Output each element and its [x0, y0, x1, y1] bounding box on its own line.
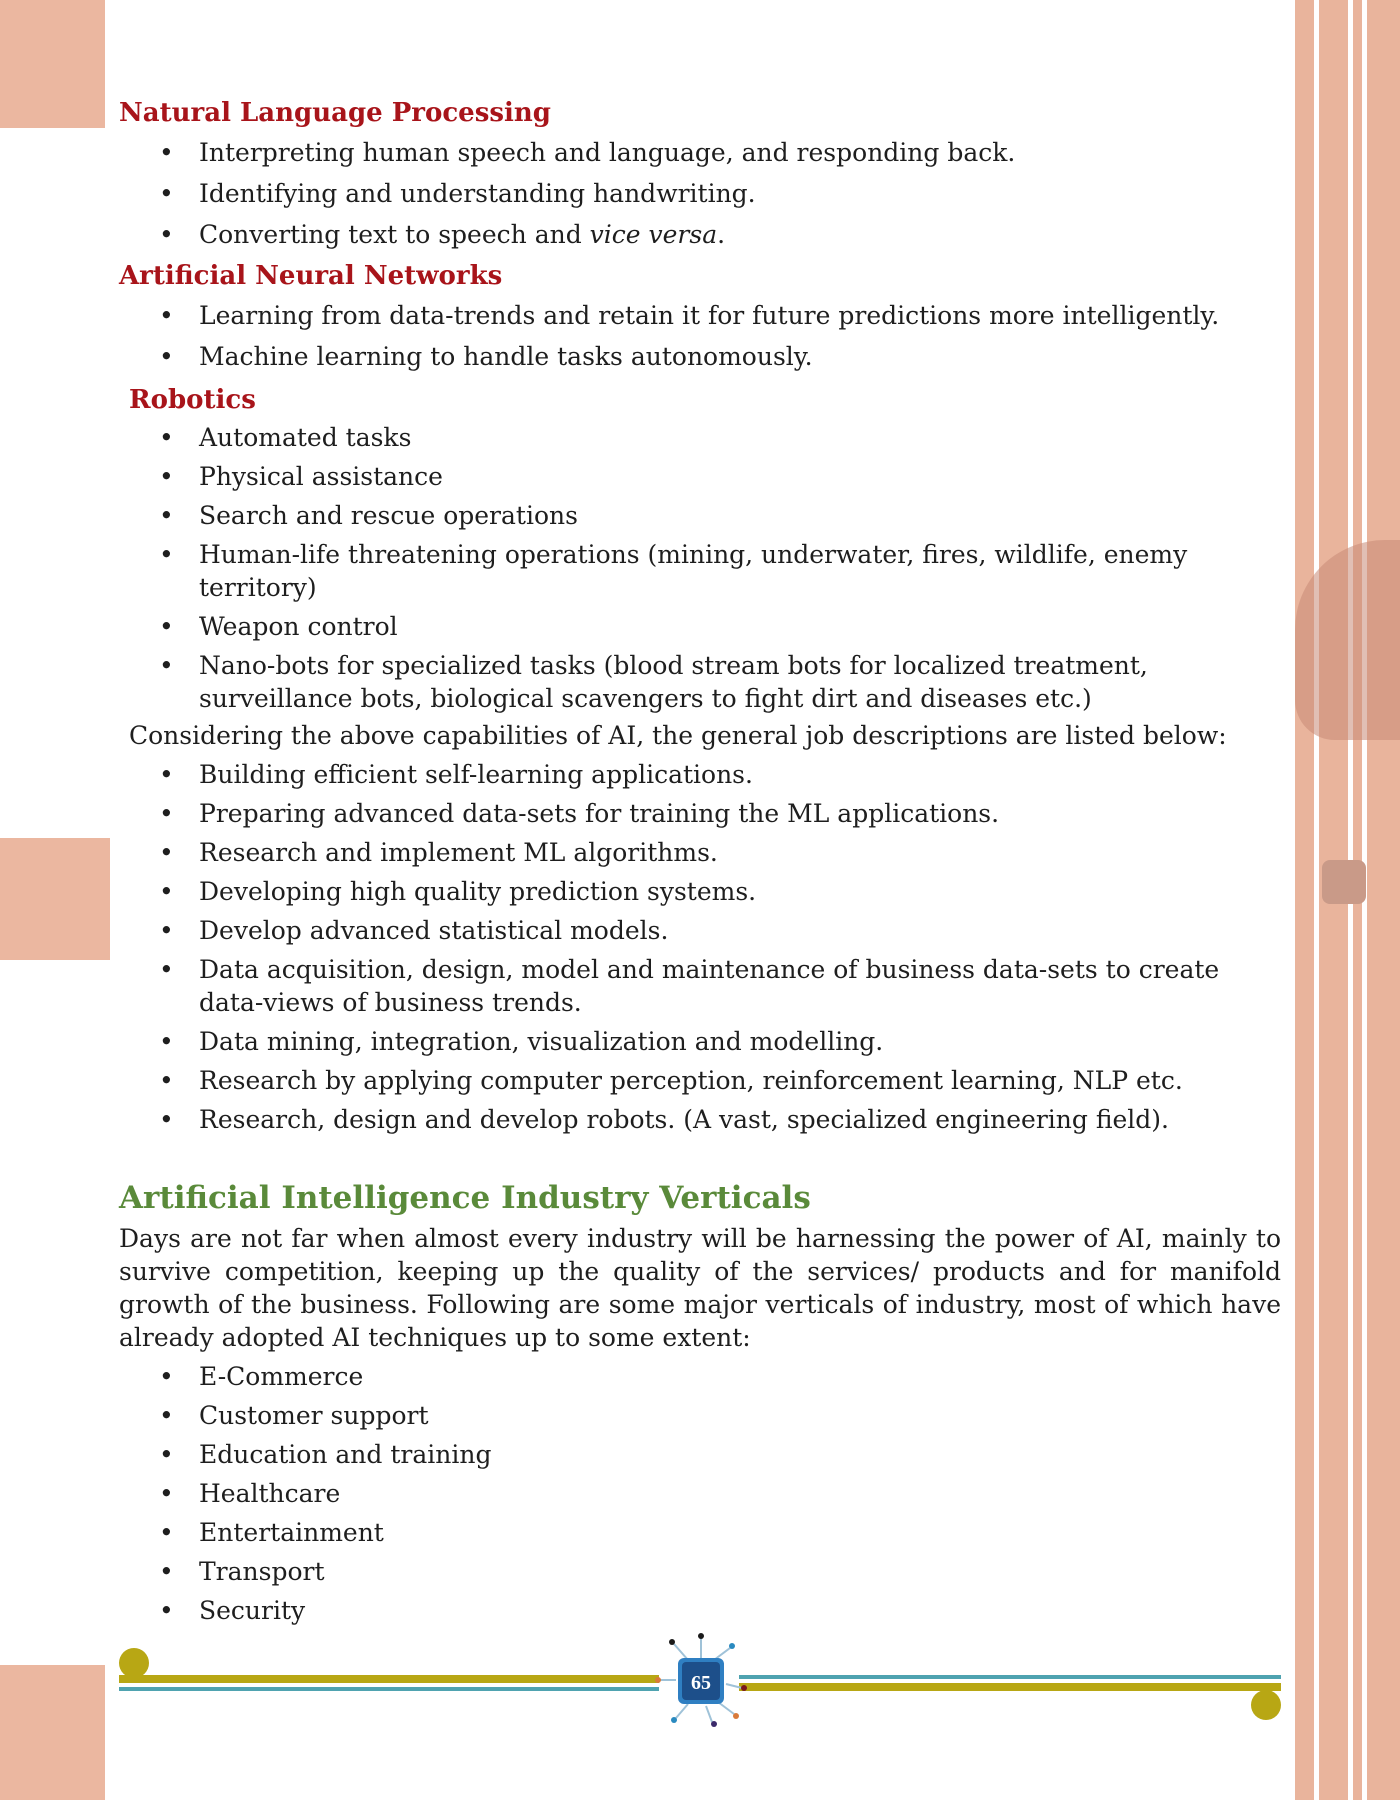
list-item: • E-Commerce — [119, 1360, 1281, 1393]
nlp-list — [119, 136, 1281, 251]
list-item: • Customer support — [119, 1399, 1281, 1432]
nlp-heading: Natural Language Processing — [119, 98, 551, 128]
list-item: • Data mining, integration, visualization and modelling. — [119, 1025, 1281, 1058]
page-content — [119, 96, 1281, 1633]
footer-dot-left — [119, 1648, 149, 1678]
ann-list — [119, 299, 1281, 373]
list-item: • Research and implement ML algorithms. — [119, 836, 1281, 869]
list-item: • Building efficient self-learning applications. — [119, 758, 1281, 791]
list-item: • Identifying and understanding handwriting. — [119, 177, 1281, 210]
page-footer — [119, 1620, 1281, 1730]
jobs-list — [119, 758, 1281, 1136]
list-item: • Human-life threatening operations (mining, underwater, fires, wildlife, enemy territory) — [119, 538, 1281, 604]
list-item: • Nano-bots for specialized tasks (blood stream bots for localized treatment, surveillance bots, biological scavengers to fight dirt and diseases etc.) — [119, 649, 1281, 715]
list-item: • Research by applying computer perception, reinforcement learning, NLP etc. — [119, 1064, 1281, 1097]
robotics-heading: Robotics — [129, 385, 256, 415]
list-item: • Machine learning to handle tasks autonomously. — [119, 340, 1281, 373]
side-decoration-middle — [0, 838, 110, 960]
ann-heading: Artificial Neural Networks — [119, 261, 503, 291]
list-item: • Physical assistance — [119, 460, 1281, 493]
list-item: • Search and rescue operations — [119, 499, 1281, 532]
list-item: • Learning from data-trends and retain it for future predictions more intelligently. — [119, 299, 1281, 332]
robotics-list — [119, 421, 1281, 715]
list-item: • Preparing advanced data-sets for training the ML applications. — [119, 797, 1281, 830]
footer-dot-right — [1251, 1690, 1281, 1720]
italic-term: vice versa — [589, 220, 718, 249]
list-item: • Education and training — [119, 1438, 1281, 1471]
list-item — [119, 218, 1281, 251]
circuit-chip-icon — [646, 1630, 756, 1730]
list-item: • Entertainment — [119, 1516, 1281, 1549]
corner-decoration-top — [0, 0, 105, 128]
list-item: • Develop advanced statistical models. — [119, 914, 1281, 947]
verticals-list — [119, 1360, 1281, 1627]
footer-line-olive-right — [739, 1683, 1281, 1691]
list-item: • Research, design and develop robots. (A vast, specialized engineering field). — [119, 1103, 1281, 1136]
page-number: 65 — [691, 1672, 711, 1694]
stripe-line-1 — [1314, 0, 1319, 1800]
list-item: • Healthcare — [119, 1477, 1281, 1510]
jobs-intro: Considering the above capabilities of AI, the general job descriptions are listed below: — [129, 721, 1227, 750]
corner-decoration-bottom — [0, 1665, 105, 1800]
list-item: • Data acquisition, design, model and maintenance of business data-sets to create data-views of business trends. — [119, 953, 1281, 1019]
verticals-paragraph: Days are not far when almost every industry will be harnessing the power of AI, mainly to survive competition, keeping up the quality of the services/ products and for manifold growth of the business. Following are some major verticals of industry, most of which have already adopted AI techniques up to some extent: — [119, 1224, 1281, 1352]
list-item: • Transport — [119, 1555, 1281, 1588]
footer-line-olive-left — [119, 1675, 659, 1683]
footer-line-teal-right — [739, 1675, 1281, 1679]
list-item-text: Converting text to speech and — [199, 220, 590, 249]
list-item: • Automated tasks — [119, 421, 1281, 454]
brain-chip-icon — [1322, 860, 1366, 904]
list-item: • Security — [119, 1594, 1281, 1627]
list-item: • Interpreting human speech and language, and responding back. — [119, 136, 1281, 169]
footer-line-teal-left — [119, 1687, 659, 1691]
list-item: • Weapon control — [119, 610, 1281, 643]
verticals-heading: Artificial Intelligence Industry Verticals — [119, 1180, 811, 1216]
list-item-end: . — [717, 220, 726, 249]
list-item: • Developing high quality prediction systems. — [119, 875, 1281, 908]
